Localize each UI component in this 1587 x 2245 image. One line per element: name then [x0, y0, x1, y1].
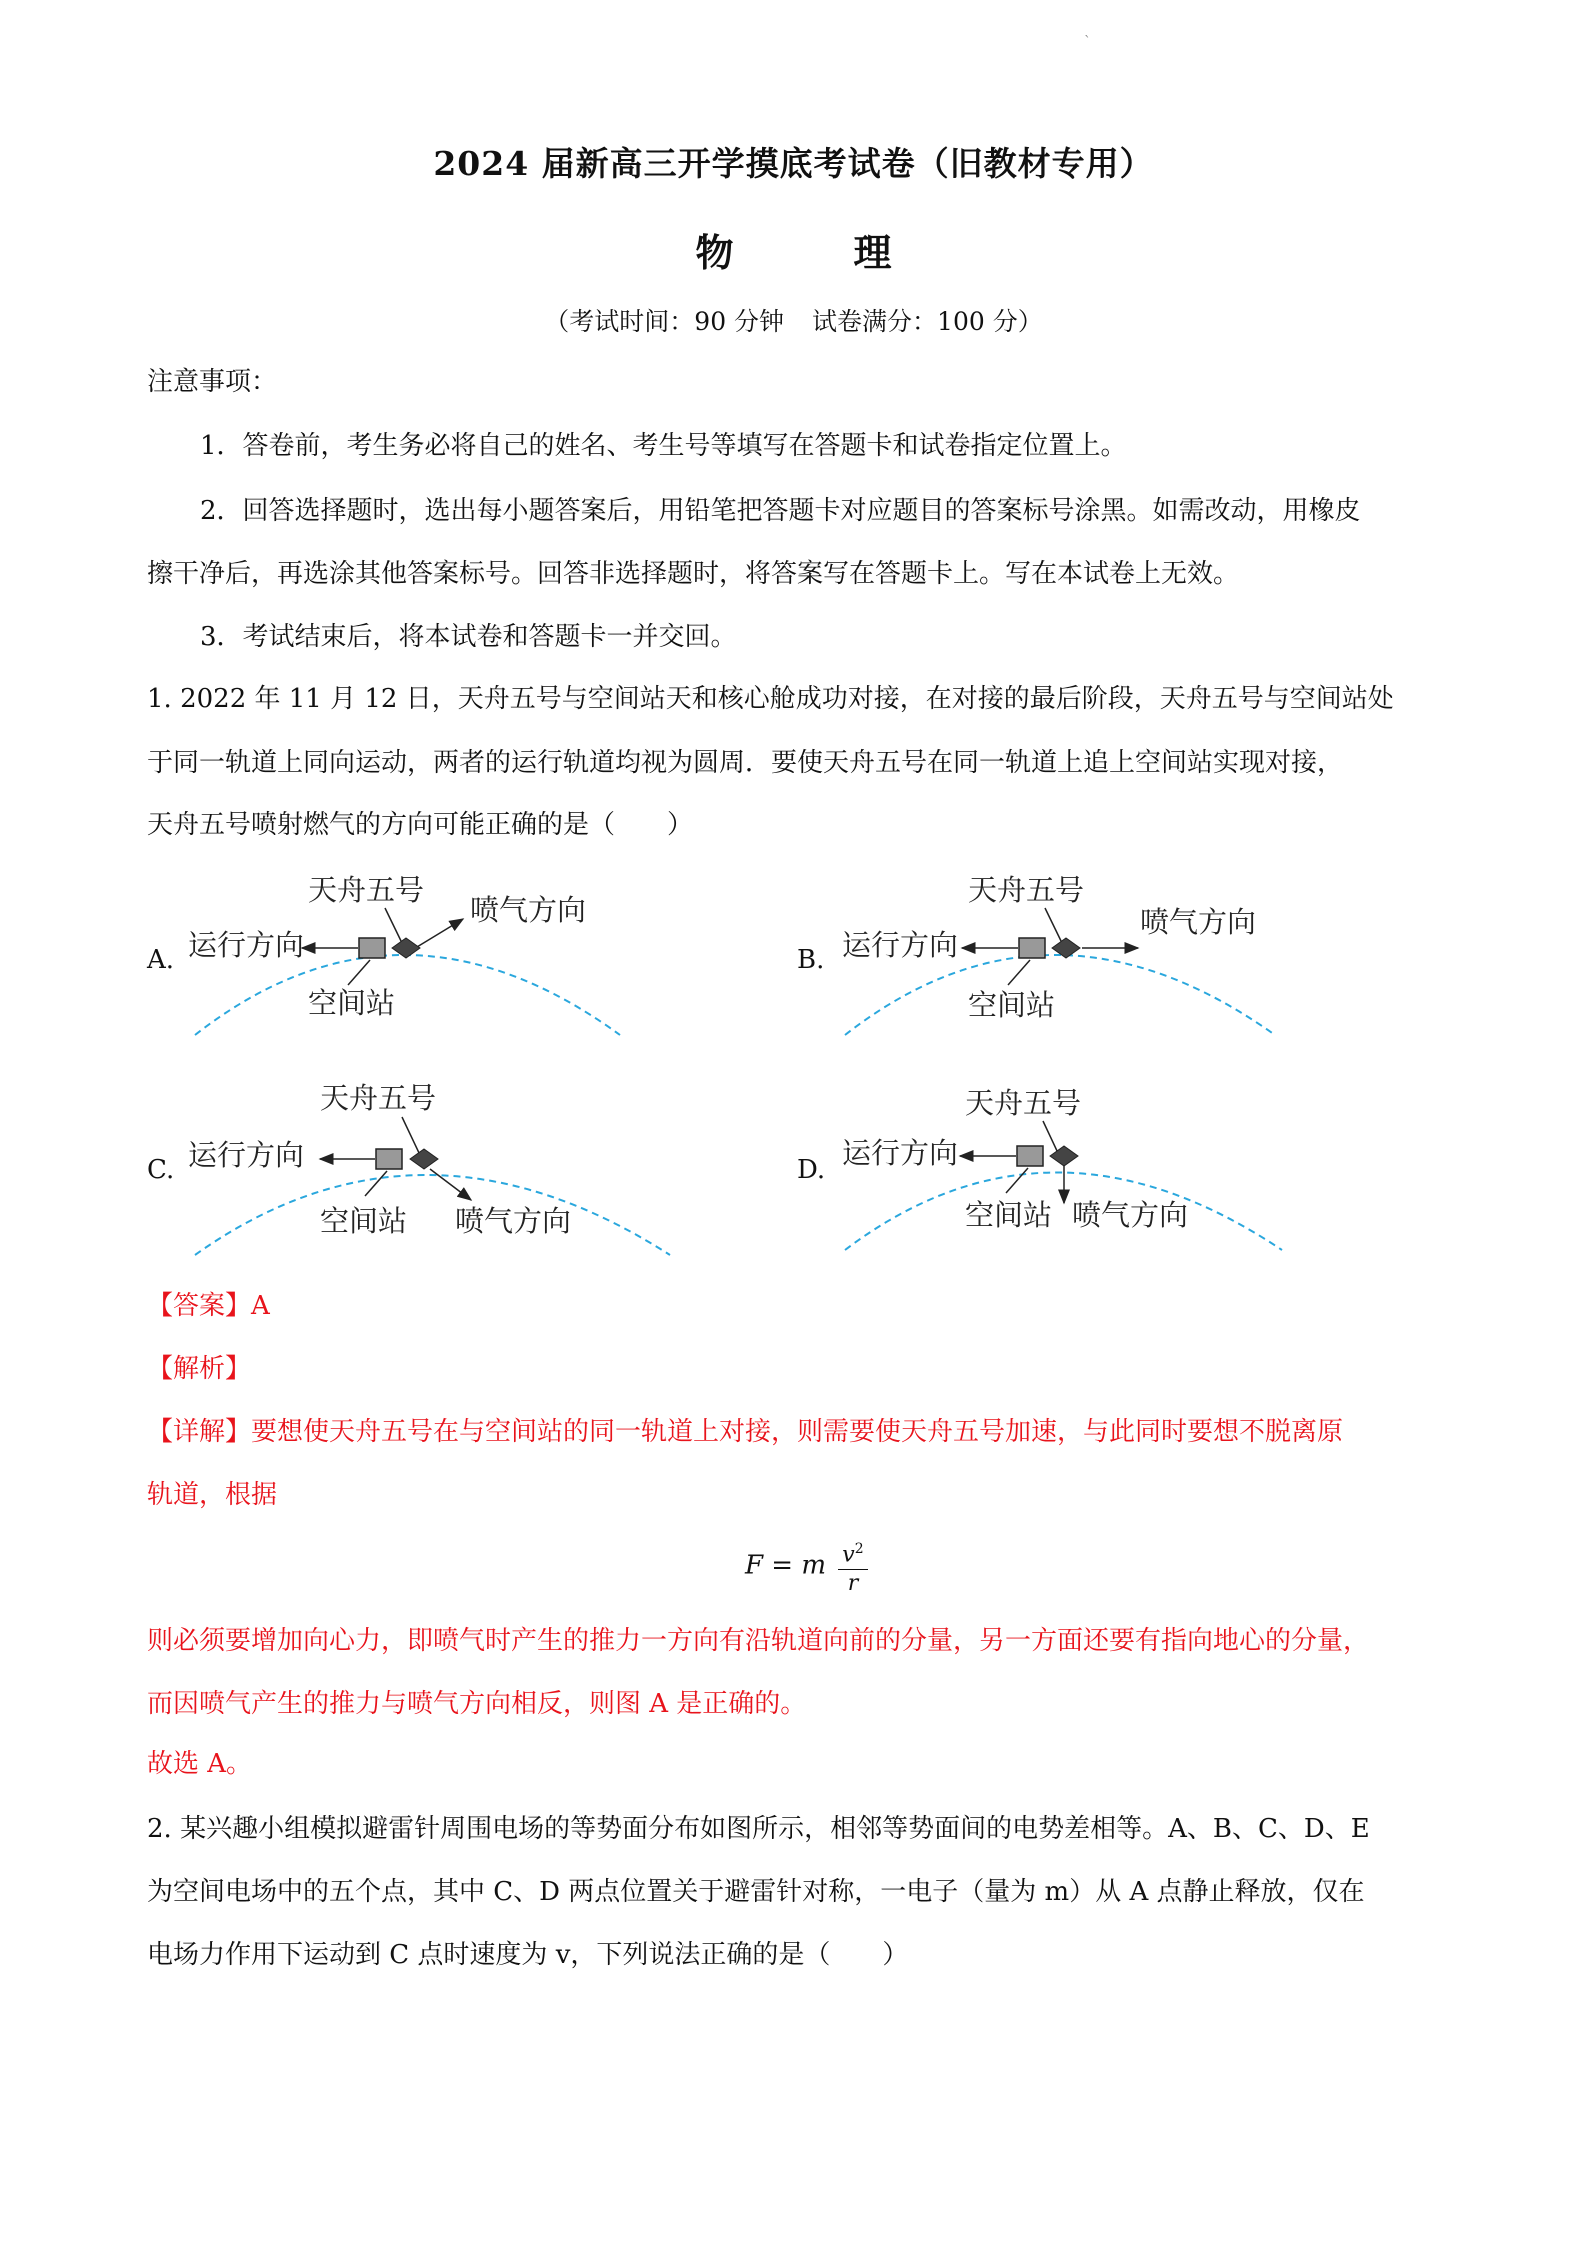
- q1-text: 于同一轨道上同向运动，两者的运行轨道均视为圆周．要使天舟五号在同一轨道上追上空间站实现对接，: [147, 748, 1344, 778]
- exam-time: （考试时间：90 分钟: [544, 307, 785, 336]
- station-shape: [1017, 1146, 1043, 1166]
- figure-option-a: [180, 865, 650, 1045]
- run-dir-label: 运行方向: [188, 928, 305, 962]
- subject-char-2: 理: [853, 230, 892, 275]
- subject-char-1: 物: [695, 230, 734, 275]
- jet-dir-label: 喷气方向: [455, 1204, 572, 1238]
- formula-numerator: $v^2$: [838, 1535, 867, 1570]
- figure-option-d: [830, 1075, 1310, 1265]
- jet-dir-label: 喷气方向: [1072, 1198, 1189, 1232]
- full-score: 试卷满分：100 分）: [812, 307, 1043, 336]
- formula-denominator: r: [847, 1571, 859, 1597]
- notice-item: 擦干净后，再选涂其他答案标号。回答非选择题时，将答案写在答题卡上。写在本试卷上无效。: [147, 559, 1240, 589]
- station-label: 空间站: [320, 1204, 408, 1238]
- orbit-path: [195, 955, 620, 1035]
- analysis-tag: 【解析】: [147, 1354, 252, 1384]
- tianzhou-shape: [410, 1149, 438, 1169]
- corner-mark: `: [1084, 34, 1091, 50]
- option-c-label: C.: [147, 1155, 175, 1185]
- notice-item: 2．回答选择题时，选出每小题答案后，用铅笔把答题卡对应题目的答案标号涂黑。如需改动，用橡皮: [200, 496, 1361, 526]
- detail-line: [147, 1413, 1343, 1451]
- formula-lhs: F = m: [745, 1550, 827, 1581]
- detail-text: 要想使天舟五号在与空间站的同一轨道上对接，则需要使天舟五号加速，与此同时要想不脱离原: [251, 1417, 1344, 1447]
- station-shape: [376, 1149, 402, 1169]
- figure-option-c: [180, 1075, 680, 1265]
- option-b-label: B.: [797, 945, 825, 975]
- answer-tag: 【答案】: [147, 1291, 252, 1321]
- notice-heading: 注意事项：: [147, 367, 278, 397]
- station-label: 空间站: [965, 1198, 1053, 1232]
- jet-arrow: [430, 1169, 471, 1200]
- notice-item: 3．考试结束后，将本试卷和答题卡一并交回。: [200, 622, 737, 652]
- detail-tag: 【详解】: [147, 1417, 252, 1447]
- jet-dir-label: 喷气方向: [1140, 905, 1257, 939]
- subject-heading: [0, 222, 1587, 277]
- conclusion: 故选 A。: [147, 1749, 253, 1779]
- figure-option-b: [830, 865, 1310, 1045]
- tianzhou-label: 天舟五号: [320, 1081, 437, 1115]
- option-d-label: D.: [797, 1155, 826, 1185]
- run-dir-label: 运行方向: [842, 928, 959, 962]
- run-dir-label: 运行方向: [188, 1138, 305, 1172]
- formula-exponent: 2: [854, 1541, 864, 1557]
- orbit-path: [845, 955, 1275, 1035]
- formula-fraction: [838, 1535, 867, 1598]
- detail-text: 轨道，根据: [147, 1480, 278, 1510]
- tianzhou-label: 天舟五号: [968, 873, 1085, 907]
- q2-text: 2. 某兴趣小组模拟避雷针周围电场的等势面分布如图所示，相邻等势面间的电势差相等。A、B、C、D、E: [147, 1814, 1370, 1844]
- q1-text: 天舟五号喷射燃气的方向可能正确的是（ ）: [147, 810, 694, 840]
- station-shape: [1019, 938, 1045, 958]
- option-a-label: A.: [147, 945, 175, 975]
- jet-arrow: [412, 919, 463, 950]
- q2-text: 电场力作用下运动到 C 点时速度为 v，下列说法正确的是（ ）: [147, 1940, 909, 1970]
- answer-line: [147, 1287, 270, 1325]
- answer-value: A: [251, 1291, 270, 1321]
- orbit-path: [195, 1175, 670, 1255]
- exam-title: 2024 届新高三开学摸底考试卷（旧教材专用）: [433, 144, 1154, 183]
- q2-text: 为空间电场中的五个点，其中 C、D 两点位置关于避雷针对称，一电子（量为 m）从 A 点静止释放，仅在: [147, 1877, 1365, 1907]
- station-shape: [359, 938, 385, 958]
- station-label: 空间站: [308, 986, 396, 1020]
- tianzhou-shape: [1050, 1146, 1078, 1166]
- tianzhou-label: 天舟五号: [965, 1086, 1082, 1120]
- q1-text: 1. 2022 年 11 月 12 日，天舟五号与空间站天和核心舱成功对接，在对接的最后阶段，天舟五号与空间站处: [147, 684, 1394, 714]
- after-text: 而因喷气产生的推力与喷气方向相反，则图 A 是正确的。: [147, 1689, 807, 1719]
- notice-item: 1．答卷前，考生务必将自己的姓名、考生号等填写在答题卡和试卷指定位置上。: [200, 431, 1127, 461]
- station-label: 空间站: [968, 988, 1056, 1022]
- run-dir-label: 运行方向: [842, 1136, 959, 1170]
- formula: [745, 1535, 868, 1598]
- after-text: 则必须要增加向心力，即喷气时产生的推力一方向有沿轨道向前的分量，另一方面还要有指向地心的分量，: [147, 1626, 1370, 1656]
- tianzhou-label: 天舟五号: [308, 873, 425, 907]
- exam-meta: [0, 302, 1587, 338]
- jet-dir-label: 喷气方向: [470, 893, 587, 927]
